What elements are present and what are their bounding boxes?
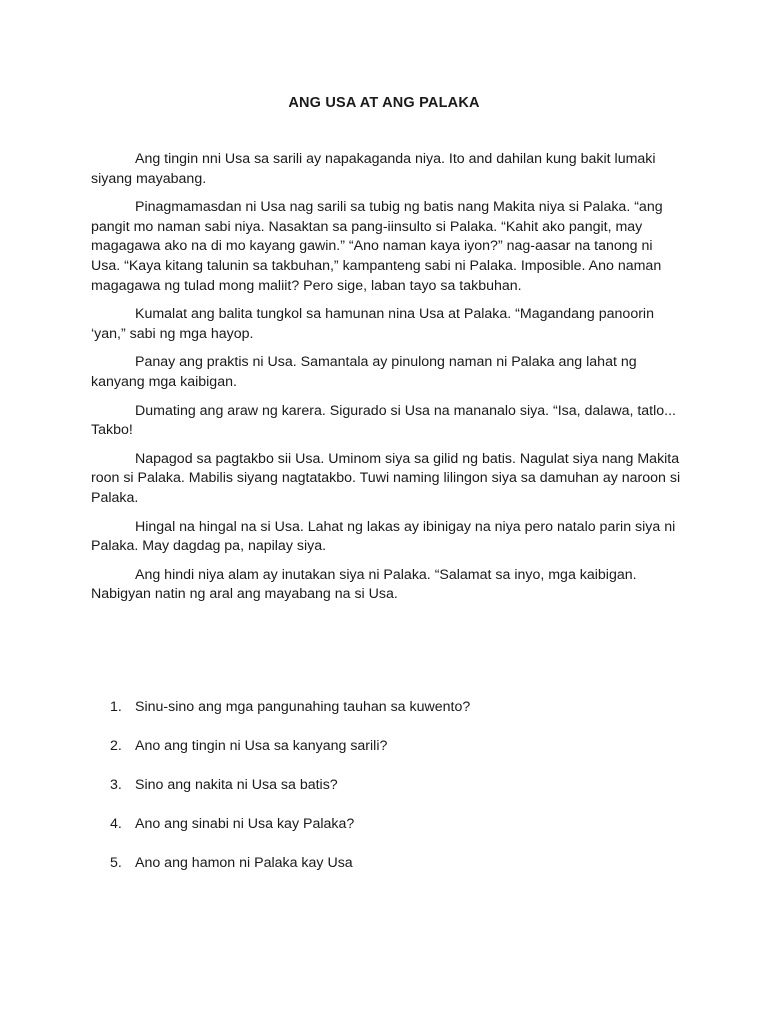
story-body	[91, 150, 681, 614]
question-number: 1.	[110, 699, 122, 715]
document-title: ANG USA AT ANG PALAKA	[288, 95, 480, 111]
question-number: 3.	[110, 777, 122, 793]
question-number: 2.	[110, 738, 122, 754]
question-text: Ano ang sinabi ni Usa kay Palaka?	[135, 816, 355, 832]
story-paragraph: Hingal na hingal na si Usa. Lahat ng lakas ay ibinigay na niya pero natalo parin siya ni Palaka. May dagdag pa, napilay siya.	[91, 518, 676, 555]
question-item	[110, 736, 670, 775]
question-text: Sinu-sino ang mga pangunahing tauhan sa kuwento?	[135, 699, 471, 715]
question-text: Ano ang tingin ni Usa sa kanyang sarili?	[135, 738, 388, 754]
question-number: 5.	[110, 855, 122, 871]
question-item	[110, 775, 670, 814]
story-paragraph: Dumating ang araw ng karera. Sigurado si Usa na mananalo siya. “Isa, dalawa, tatlo... Takbo!	[91, 402, 676, 439]
story-paragraph: Kumalat ang balita tungkol sa hamunan nina Usa at Palaka. “Magandang panoorin ‘yan,” sabi ng mga hayop.	[91, 306, 654, 342]
story-paragraph: Napagod sa pagtakbo sii Usa. Uminom siya sa gilid ng batis. Nagulat siya nang Makita roon si Palaka. Mabilis siyang nagtatakbo. Tuwi naming lilingon siya sa damuhan ay naroon si Palaka.	[91, 450, 681, 506]
story-paragraph: Ang hindi niya alam ay inutakan siya ni Palaka. “Salamat sa inyo, mga kaibigan. Nabigyan natin ng aral ang mayabang na si Usa.	[91, 566, 637, 603]
story-paragraph: Ang tingin nni Usa sa sarili ay napakaganda niya. Ito and dahilan kung bakit lumaki siyang mayabang.	[91, 151, 656, 187]
story-paragraph: Pinagmamasdan ni Usa nag sarili sa tubig ng batis nang Makita niya si Palaka. “ang pangit mo naman sabi niya. Nasaktan sa pang-iinsulto si Palaka. “Kahit ako pangit, may magagawa ako na di mo kayang gawin.” “Ano naman kaya iyon?” nag-aasar na tanong ni Usa. “Kaya kitang talunin sa takbuhan,” kampanteng sabi ni Palaka. Imposible. Ano naman magagawa ng tulad mong maliit? Pero sige, laban tayo sa takbuhan.	[91, 199, 663, 294]
question-text: Ano ang hamon ni Palaka kay Usa	[135, 855, 353, 871]
question-item	[110, 853, 670, 892]
question-item	[110, 697, 670, 736]
question-item	[110, 814, 670, 853]
question-list	[110, 697, 670, 892]
question-number: 4.	[110, 816, 122, 832]
question-text: Sino ang nakita ni Usa sa batis?	[135, 777, 338, 793]
story-paragraph: Panay ang praktis ni Usa. Samantala ay pinulong naman ni Palaka ang lahat ng kanyang mga kaibigan.	[91, 354, 637, 390]
